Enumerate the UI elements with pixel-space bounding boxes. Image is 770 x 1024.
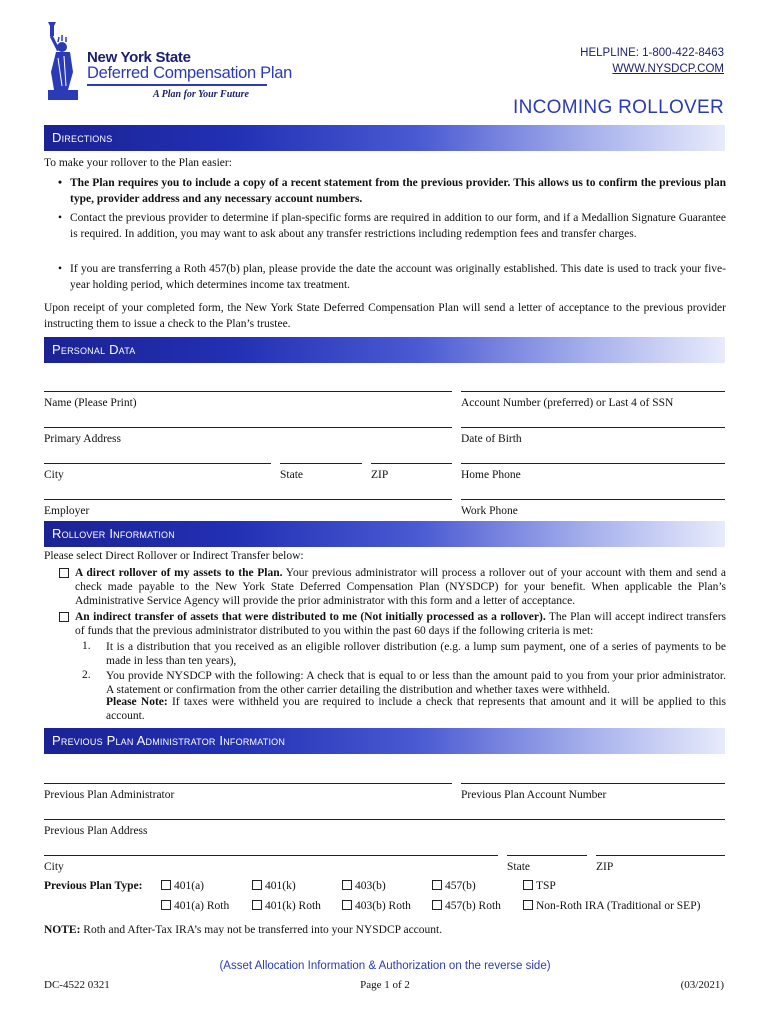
- primary-address-label: Primary Address: [44, 433, 121, 445]
- plan-type-401k[interactable]: 401(k): [252, 880, 296, 892]
- previous-account-field[interactable]: [461, 783, 725, 801]
- directions-bullet-3: • If you are transferring a Roth 457(b) plan, please provide the date the account was originally established. This date is used to track your five-year holding period, which determines income tax treatment.: [58, 262, 726, 293]
- plan-type-457b-roth[interactable]: 457(b) Roth: [432, 900, 501, 912]
- rollover-intro: Please select Direct Rollover or Indirect Transfer below:: [44, 550, 304, 562]
- plan-type-403b[interactable]: 403(b): [342, 880, 386, 892]
- plan-type-label: Previous Plan Type:: [44, 880, 143, 892]
- date-of-birth-label: Date of Birth: [461, 433, 522, 445]
- form-code: DC-4522 0321: [44, 979, 110, 991]
- criteria-item-1: It is a distribution that you received as an eligible rollover distribution (e.g. a lump sum payment, one of a series of payments to be made in less than ten years),: [106, 641, 726, 667]
- plan-type-tsp[interactable]: TSP: [523, 880, 556, 892]
- website-link[interactable]: WWW.NYSDCP.COM: [612, 63, 724, 75]
- checkbox[interactable]: [161, 880, 171, 890]
- indirect-transfer-description: The Plan will accept indirect transfers of funds that the previous administrator distributed to you within the past 60 days if the following criteria is met:: [75, 611, 726, 637]
- previous-address-label: Previous Plan Address: [44, 825, 148, 837]
- direct-rollover-title: A direct rollover of my assets to the Plan.: [75, 567, 283, 579]
- logo-underline: [87, 84, 267, 86]
- directions-closing: Upon receipt of your completed form, the New York State Deferred Compensation Plan will send a letter of acceptance to the previous provider instructing them to issue a check to the Plan’s trustee.: [44, 302, 726, 330]
- plan-type-401a-roth[interactable]: 401(a) Roth: [161, 900, 229, 912]
- section-heading: Rollover Information: [52, 526, 175, 541]
- statue-of-liberty-icon: [40, 20, 90, 102]
- account-number-field[interactable]: [461, 391, 725, 409]
- page-number: Page 1 of 2: [360, 979, 410, 991]
- previous-address-field[interactable]: [44, 819, 725, 837]
- plan-type-457b[interactable]: 457(b): [432, 880, 476, 892]
- tax-note: [106, 695, 726, 723]
- direct-rollover-description: Your previous administrator will process a rollover out of your account with them and send a check made payable to the New York State Deferred Compensation Plan (NYSDCP) for your benefit. When applicable the Plan’s Administrative Service Agency will provide the prior administrator with this form and a letter of acceptance.: [75, 567, 726, 607]
- previous-city-label: City: [44, 861, 64, 873]
- section-heading: Previous Plan Administrator Information: [52, 733, 286, 748]
- name-field[interactable]: [44, 391, 452, 409]
- tax-note-label: Please Note:: [106, 696, 168, 708]
- plan-type-401a[interactable]: 401(a): [161, 880, 204, 892]
- checkbox[interactable]: [252, 880, 262, 890]
- checkbox[interactable]: [342, 900, 352, 910]
- directions-banner: [44, 125, 725, 151]
- checkbox[interactable]: [161, 900, 171, 910]
- previous-zip-label: ZIP: [596, 861, 614, 873]
- previous-plan-banner: [44, 728, 725, 754]
- section-heading: Directions: [52, 130, 113, 145]
- primary-address-field[interactable]: [44, 427, 452, 445]
- home-phone-label: Home Phone: [461, 469, 521, 481]
- account-number-label: Account Number (preferred) or Last 4 of SSN: [461, 397, 674, 409]
- employer-field[interactable]: [44, 499, 452, 517]
- criteria-number-2: 2.: [82, 669, 91, 681]
- indirect-transfer-option: [75, 610, 726, 638]
- date-of-birth-field[interactable]: [461, 427, 725, 445]
- form-title: INCOMING ROLLOVER: [513, 97, 724, 118]
- zip-field[interactable]: [371, 463, 452, 481]
- directions-bullet-1: • The Plan requires you to include a copy of a recent statement from the previous provider. This allows us to confirm the previous plan type, provider address and any necessary account numbers.: [58, 176, 726, 207]
- checkbox[interactable]: [252, 900, 262, 910]
- criteria-item-2: You provide NYSDCP with the following: A check that is equal to or less than the amount paid to you from your prior administrator. A statement or confirmation from the other carrier detailing the distribution and whether taxes were withheld.: [106, 670, 726, 696]
- plan-type-401k-roth[interactable]: 401(k) Roth: [252, 900, 321, 912]
- rollover-banner: [44, 521, 725, 547]
- section-heading: Personal Data: [52, 342, 136, 357]
- indirect-transfer-title: An indirect transfer of assets that were distributed to me (Not initially processed as a rollover).: [75, 611, 546, 623]
- zip-label: ZIP: [371, 469, 389, 481]
- previous-admin-label: Previous Plan Administrator: [44, 789, 175, 801]
- previous-zip-field[interactable]: [596, 855, 725, 873]
- criteria-number-1: 1.: [82, 640, 91, 652]
- plan-type-non-roth-ira[interactable]: Non-Roth IRA (Traditional or SEP): [523, 900, 700, 912]
- home-phone-field[interactable]: [461, 463, 725, 481]
- checkbox[interactable]: [523, 880, 533, 890]
- previous-admin-field[interactable]: [44, 783, 452, 801]
- previous-state-field[interactable]: [507, 855, 587, 873]
- reverse-side-note: (Asset Allocation Information & Authorization on the reverse side): [219, 960, 551, 972]
- name-label: Name (Please Print): [44, 397, 137, 409]
- city-label: City: [44, 469, 64, 481]
- previous-account-label: Previous Plan Account Number: [461, 789, 607, 801]
- roth-ira-note: [44, 923, 726, 939]
- direct-rollover-checkbox[interactable]: [59, 567, 72, 581]
- checkbox[interactable]: [342, 880, 352, 890]
- indirect-transfer-checkbox[interactable]: [59, 611, 72, 625]
- org-name-line1: New York State: [87, 49, 191, 66]
- revision-date: (03/2021): [680, 979, 724, 991]
- tax-note-text: If taxes were withheld you are required to include a check that represents that amount and it will be applied to this account.: [106, 696, 726, 722]
- tagline: A Plan for Your Future: [153, 89, 249, 100]
- checkbox[interactable]: [432, 880, 442, 890]
- direct-rollover-option: [75, 566, 726, 608]
- directions-intro: To make your rollover to the Plan easier:: [44, 157, 232, 169]
- helpline-text: HELPLINE: 1-800-422-8463: [580, 47, 724, 59]
- roth-ira-note-text: Roth and After-Tax IRA’s may not be transferred into your NYSDCP account.: [80, 924, 443, 936]
- directions-bullet-2: • Contact the previous provider to determine if plan-specific forms are required in addition to our form, and if a Medallion Signature Guarantee is required. In addition, you may want to ask about any transfer restrictions including redemption fees and transfer charges.: [58, 211, 726, 242]
- personal-data-banner: [44, 337, 725, 363]
- work-phone-field[interactable]: [461, 499, 725, 517]
- org-name-line2: Deferred Compensation Plan: [87, 64, 292, 82]
- previous-state-label: State: [507, 861, 530, 873]
- employer-label: Employer: [44, 505, 90, 517]
- contact-block: [580, 45, 724, 77]
- plan-type-403b-roth[interactable]: 403(b) Roth: [342, 900, 411, 912]
- previous-city-field[interactable]: [44, 855, 498, 873]
- checkbox[interactable]: [523, 900, 533, 910]
- city-field[interactable]: [44, 463, 271, 481]
- checkbox[interactable]: [432, 900, 442, 910]
- state-label: State: [280, 469, 303, 481]
- state-field[interactable]: [280, 463, 362, 481]
- roth-ira-note-label: NOTE:: [44, 924, 81, 936]
- work-phone-label: Work Phone: [461, 505, 518, 517]
